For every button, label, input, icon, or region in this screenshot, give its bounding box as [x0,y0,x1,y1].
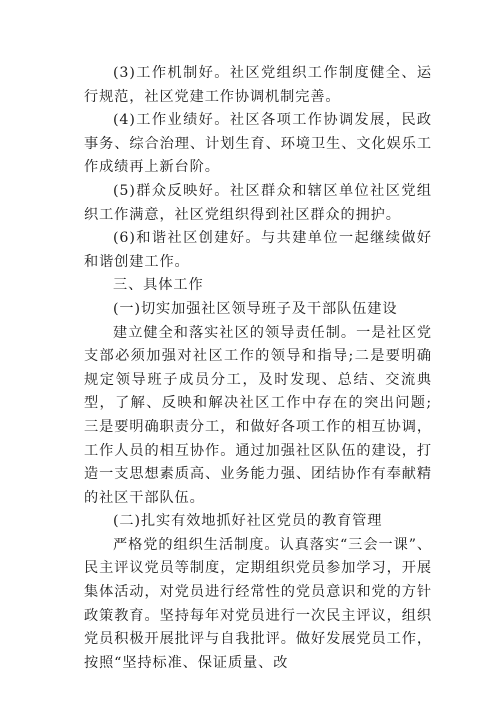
paragraph-work-mechanism: (3)工作机制好。社区党组织工作制度健全、运行规范，社区党建工作协调机制完善。 [84,65,432,105]
subheading-party-member-education: (二)扎实有效地抓好社区党员的教育管理 [113,513,383,530]
paragraph-leadership-responsibility: 建立健全和落实社区的领导责任制。一是社区党支部必须加强对社区工作的领导和指导;二是要明确规定领导班子成员分工，及时发现、总结、交流典型，了解、反映和解决社区工作中存在的突出问题;三是要明确职责分工，和做好各项工作的相互协调，工作人员的相互协作。通过加强社区队伍的建设，打造一支思想素质高、业务能力强、团结协作有奉献精的社区干部队伍。 [84,324,432,506]
paragraph-organizational-life: 严格党的组织生活制度。认真落实“三会一课”、民主评议党员等制度，定期组织党员参加学习，开展集体活动，对党员进行经常性的党员意识和党的方针政策教育。坚持每年对党员进行一次民主评议，组织党员积极开展批评与自我批评。做好发展党员工作，按照“坚持标准、保证质量、改 [84,536,432,671]
section-heading-specific-work: 三、具体工作 [113,277,204,294]
subheading-leadership-team: (一)切实加强社区领导班子及干部队伍建设 [113,300,398,317]
paragraph-harmonious-community: (6)和谐社区创建好。与共建单位一起继续做好和谐创建工作。 [84,230,432,270]
paragraph-work-performance: (4)工作业绩好。社区各项工作协调发展，民政事务、综合治理、计划生育、环境卫生、文化娱乐工作成绩再上新台阶。 [84,112,432,176]
paragraph-public-feedback: (5)群众反映好。社区群众和辖区单位社区党组织工作满意，社区党组织得到社区群众的拥护。 [84,182,432,223]
document-body [84,62,432,675]
